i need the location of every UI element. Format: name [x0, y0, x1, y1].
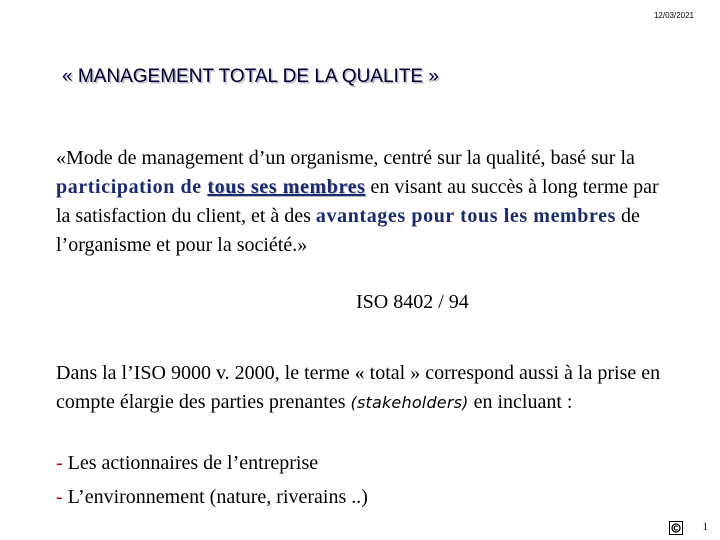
bullet-text: Les actionnaires de l’entreprise [62, 452, 319, 474]
slide-title: « MANAGEMENT TOTAL DE LA QUALITE » [62, 66, 439, 87]
page-number: 1 [702, 521, 708, 533]
definition-part-2: en visant au succès à long terme par la satisfaction du client, et à des [56, 176, 659, 227]
bullet-item-environment [56, 486, 368, 509]
paragraph-part-2: en incluant : [468, 391, 573, 413]
bullet-dash: - [56, 452, 63, 474]
definition-highlight-members: tous ses membres [207, 176, 366, 198]
slide-date: 12/03/2021 [653, 11, 694, 20]
copyright-logo-icon [669, 521, 683, 535]
bullet-dash: - [56, 486, 63, 508]
definition-part-3: de l’organisme et pour la société.» [56, 205, 640, 256]
stakeholders-term: (stakeholders) [350, 393, 469, 412]
copyright-symbol-icon [671, 523, 681, 533]
iso-reference: ISO 8402 / 94 [356, 291, 469, 313]
bullet-text: L’environnement (nature, riverains ..) [62, 486, 368, 508]
definition-text [56, 144, 676, 260]
definition-highlight-advantages: avantages pour tous les membres [315, 205, 617, 227]
definition-highlight-participation: participation de [56, 176, 208, 198]
iso-2000-paragraph [56, 359, 686, 417]
definition-part-1: «Mode de management d’un organisme, centré sur la qualité, basé sur la [56, 147, 635, 169]
paragraph-part-1: Dans la l’ISO 9000 v. 2000, le terme « total » correspond aussi à la prise en compte élargie des parties prenantes [56, 362, 661, 413]
bullet-item-shareholders [56, 452, 318, 475]
